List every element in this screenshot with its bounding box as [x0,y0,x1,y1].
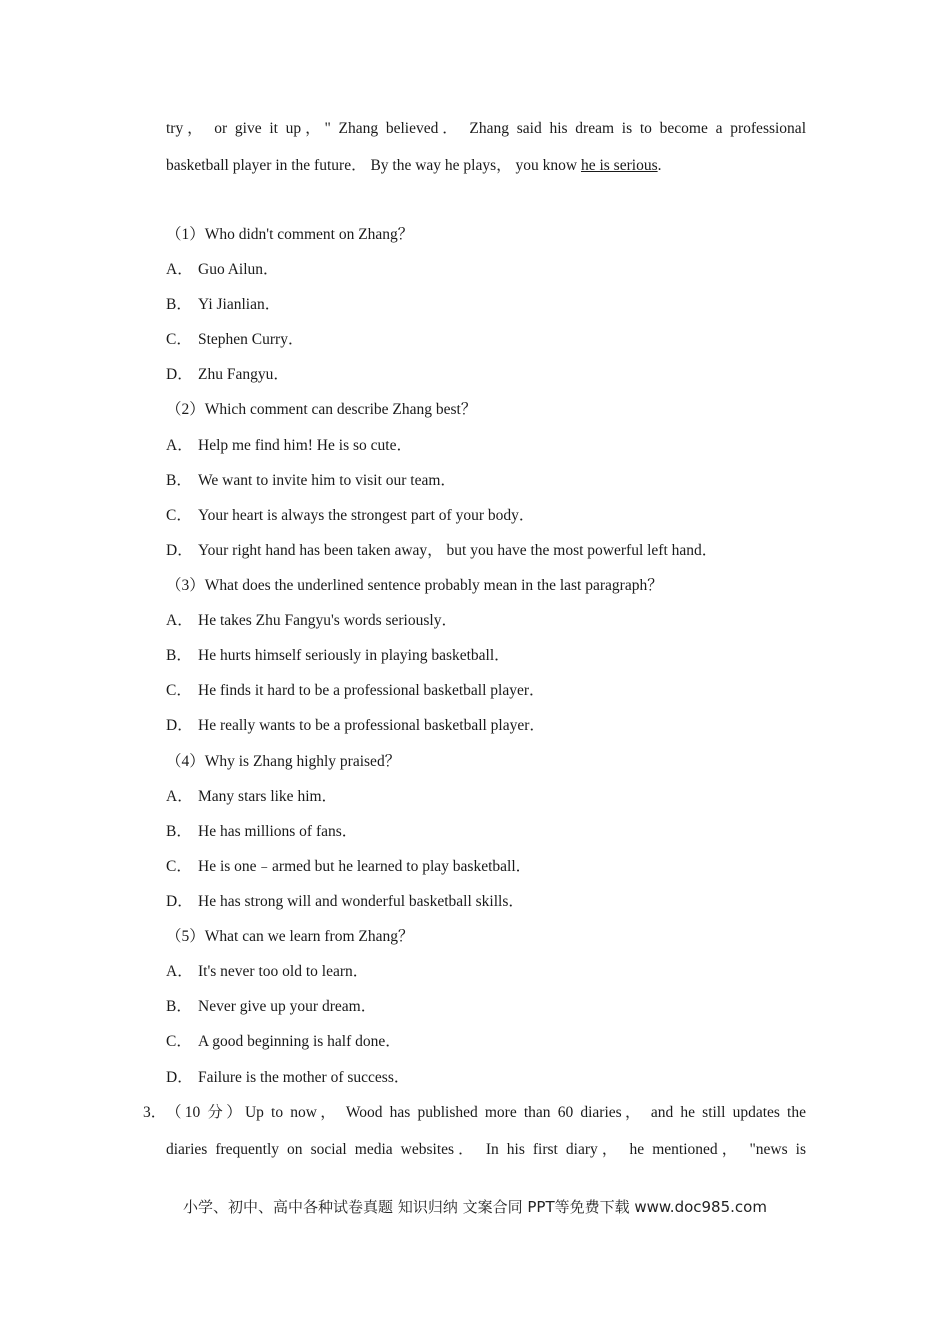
underlined-sentence: he is serious [580,157,658,174]
passage-line-2-end: . [657,157,662,174]
option [166,541,717,561]
option [166,436,412,456]
option-text: He has strong will and wonderful basketball skills． [198,893,524,910]
option-letter: B． [166,472,192,489]
item-line-1: （10 分）Up to now， Wood has published more than 60 diaries， and he still updates the [166,1104,806,1121]
option [166,997,376,1017]
option-text: Your right hand has been taken away， but you have the most powerful left hand． [198,542,718,559]
question-stem: （4）Why is Zhang highly praised？ [166,753,401,770]
option [166,822,357,842]
question-stem: （2）Which comment can describe Zhang best？ [166,401,477,418]
option-text: It's never too old to learn． [198,963,369,980]
option-letter: C． [166,507,192,524]
option-text: A good beginning is half done． [198,1033,401,1050]
option-letter: C． [166,1033,192,1050]
option-text: He hurts himself seriously in playing basketball． [198,647,510,664]
option-text: Your heart is always the strongest part of your body． [198,507,535,524]
option-letter: D． [166,893,193,910]
option [166,857,531,877]
option-letter: C． [166,858,192,875]
option [166,962,368,982]
option-letter: A． [166,788,193,805]
option-text: Stephen Curry． [198,331,304,348]
option [166,787,337,807]
option-letter: B． [166,296,192,313]
option [166,1068,409,1088]
option-letter: B． [166,998,192,1015]
option-letter: D． [166,542,193,559]
option-letter: D． [166,366,193,383]
option [166,646,510,666]
option-text: Never give up your dream． [198,998,377,1015]
option [166,471,456,491]
option [166,365,289,385]
option-letter: A． [166,261,193,278]
option-letter: C． [166,331,192,348]
option [166,611,457,631]
option [166,1032,401,1052]
passage-line-2 [166,156,661,176]
option [166,295,280,315]
item-number: 3． [143,1104,167,1121]
option-letter: A． [166,612,193,629]
option-text: Yi Jianlian． [198,296,281,313]
option-text: Zhu Fangyu． [198,366,289,383]
option-text: Failure is the mother of success． [198,1069,410,1086]
option-letter: D． [166,717,193,734]
option-letter: B． [166,823,192,840]
passage-line-2-text: basketball player in the future． By the way he plays， you know [166,157,581,174]
question-stem: （5）What can we learn from Zhang？ [166,928,414,945]
option-text: He has millions of fans． [198,823,358,840]
option-letter: D． [166,1069,193,1086]
option-text: We want to invite him to visit our team． [198,472,456,489]
passage-line-1: try， or give it up，" Zhang believed． Zhang said his dream is to become a professional [166,120,806,137]
option-text: He really wants to be a professional basketball player． [198,717,545,734]
option-letter: B． [166,647,192,664]
question-stem: （1）Who didn't comment on Zhang？ [166,226,414,243]
option-text: Many stars like him． [198,788,338,805]
option [166,506,534,526]
question-stem: （3）What does the underlined sentence probably mean in the last paragraph？ [166,577,663,594]
option-letter: A． [166,963,193,980]
option [166,716,545,736]
option-text: He takes Zhu Fangyu's words seriously． [198,612,457,629]
option-letter: A． [166,437,193,454]
option [166,330,303,350]
option [166,892,524,912]
item-line-2: diaries frequently on social media websites． In his first diary， he mentioned， "news is [166,1141,806,1158]
option [166,681,545,701]
option [166,260,279,280]
option-letter: C． [166,682,192,699]
option-text: He finds it hard to be a professional basketball player． [198,682,545,699]
footer-banner: 小学、初中、高中各种试卷真题 知识归纳 文案合同 PPT等免费下载 www.doc985.com [183,1198,767,1216]
option-text: He is one﹣armed but he learned to play basketball． [198,858,532,875]
option-text: Guo Ailun． [198,261,279,278]
option-text: Help me find him! He is so cute． [198,437,412,454]
